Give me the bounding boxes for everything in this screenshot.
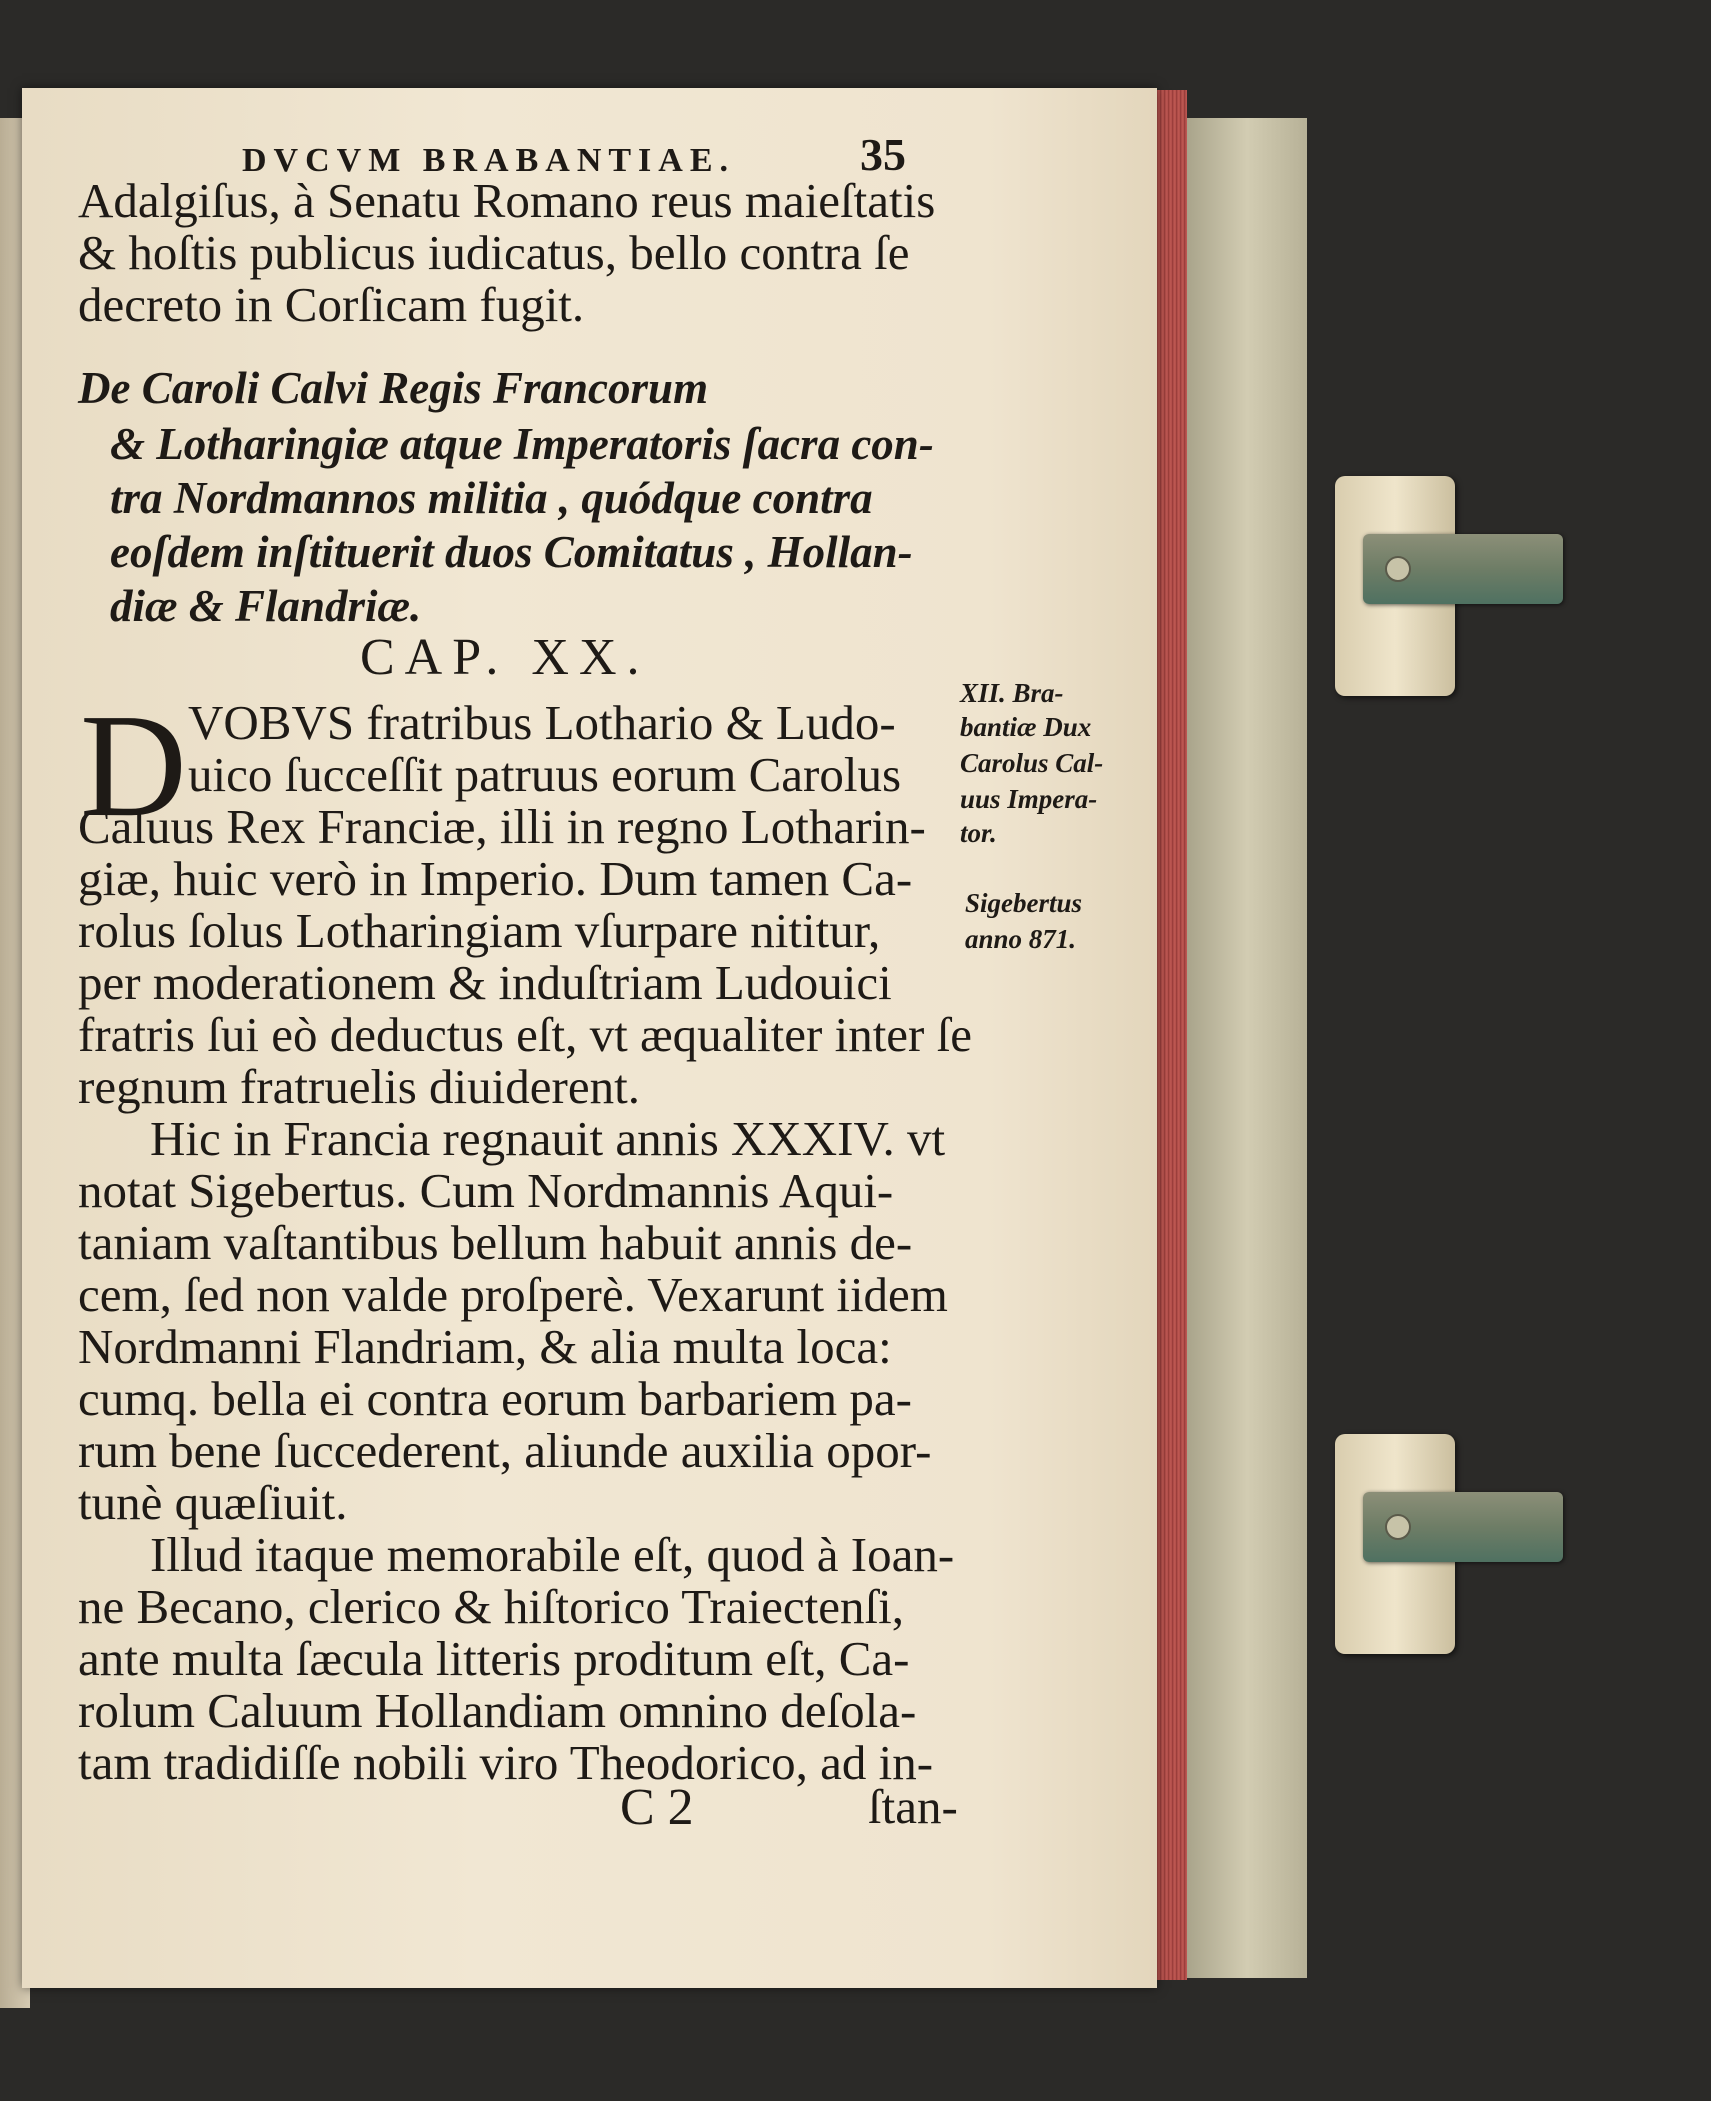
paragraph-line: rum bene ſuccederent, aliunde auxilia opor- (78, 1423, 932, 1478)
margin-note: anno 871. (965, 924, 1077, 954)
upper-clasp (1335, 476, 1575, 656)
paragraph-line: tunè quæſiuit. (78, 1475, 348, 1530)
page-number: 35 (860, 129, 906, 180)
paragraph-line: Caluus Rex Franciæ, illi in regno Lotharin- (78, 799, 926, 854)
chapter-title-line: De Caroli Calvi Regis Francorum (78, 363, 709, 413)
paragraph-line: Illud itaque memorabile eſt, quod à Ioan- (150, 1527, 955, 1582)
paragraph-line: fratris ſui eò deductus eſt, vt æqualiter inter ſe (78, 1007, 972, 1062)
intro-line: & hoſtis publicus iudicatus, bello contra ſe (78, 225, 910, 280)
intro-line: Adalgiſus, à Senatu Romano reus maieſtatis (78, 173, 936, 228)
clasp-rivet-icon (1385, 1514, 1411, 1540)
running-header: DVCVM BRABANTIAE. (242, 142, 736, 179)
paragraph-line: tam tradidiſſe nobili viro Theodorico, ad in- (78, 1735, 934, 1790)
margin-note: Carolus Cal- (960, 748, 1104, 778)
chapter-number: CAP. XX. (360, 629, 650, 686)
signature-mark: C 2 (620, 1779, 694, 1836)
chapter-title-line: diæ & Flandriæ. (110, 581, 422, 631)
paragraph-line: uico ſucceſſit patruus eorum Carolus (188, 747, 902, 802)
catchword: ſtan- (868, 1779, 958, 1834)
chapter-title-line: & Lotharingiæ atque Imperatoris ſacra con- (110, 419, 934, 469)
drop-cap: D (80, 684, 187, 848)
paragraph-line: notat Sigebertus. Cum Nordmannis Aqui- (78, 1163, 894, 1218)
chapter-title-line: tra Nordmannos militia , quódque contra (110, 473, 873, 523)
margin-note: Sigebertus (965, 888, 1083, 918)
chapter-title-line: eoſdem inſtituerit duos Comitatus , Hollan- (110, 527, 913, 577)
paragraph-line: rolus ſolus Lotharingiam vſurpare nititur, (78, 903, 881, 958)
margin-note: tor. (960, 818, 997, 848)
paragraph-line: ante multa ſæcula litteris proditum eſt, Ca- (78, 1631, 910, 1686)
lower-clasp (1335, 1434, 1575, 1614)
clasp-rivet-icon (1385, 556, 1411, 582)
intro-line: decreto in Corſicam fugit. (78, 277, 585, 332)
paragraph-line: giæ, huic verò in Imperio. Dum tamen Ca- (78, 851, 913, 906)
paragraph-line: ne Becano, clerico & hiſtorico Traiectenſi, (78, 1579, 904, 1634)
red-page-edges (1157, 90, 1187, 1980)
paragraph-line: taniam vaſtantibus bellum habuit annis de- (78, 1215, 913, 1270)
margin-note: XII. Bra- (960, 678, 1064, 708)
paragraph-line: cumq. bella ei contra eorum barbariem pa- (78, 1371, 912, 1426)
margin-note: uus Impera- (960, 784, 1098, 814)
paragraph-line: VOBVS fratribus Lothario & Ludo- (188, 695, 896, 750)
paragraph-line: rolum Caluum Hollandiam omnino deſola- (78, 1683, 917, 1738)
margin-note: bantiæ Dux (960, 712, 1092, 742)
paragraph-line: per moderationem & induſtriam Ludouici (78, 955, 892, 1010)
paragraph-line: Hic in Francia regnauit annis XXXIV. vt (150, 1111, 946, 1166)
paragraph-line: cem, ſed non valde proſperè. Vexarunt iidem (78, 1267, 948, 1322)
book-cover (1187, 118, 1307, 1978)
paragraph-line: regnum fratruelis diuiderent. (78, 1059, 640, 1114)
paragraph-line: Nordmanni Flandriam, & alia multa loca: (78, 1319, 892, 1374)
